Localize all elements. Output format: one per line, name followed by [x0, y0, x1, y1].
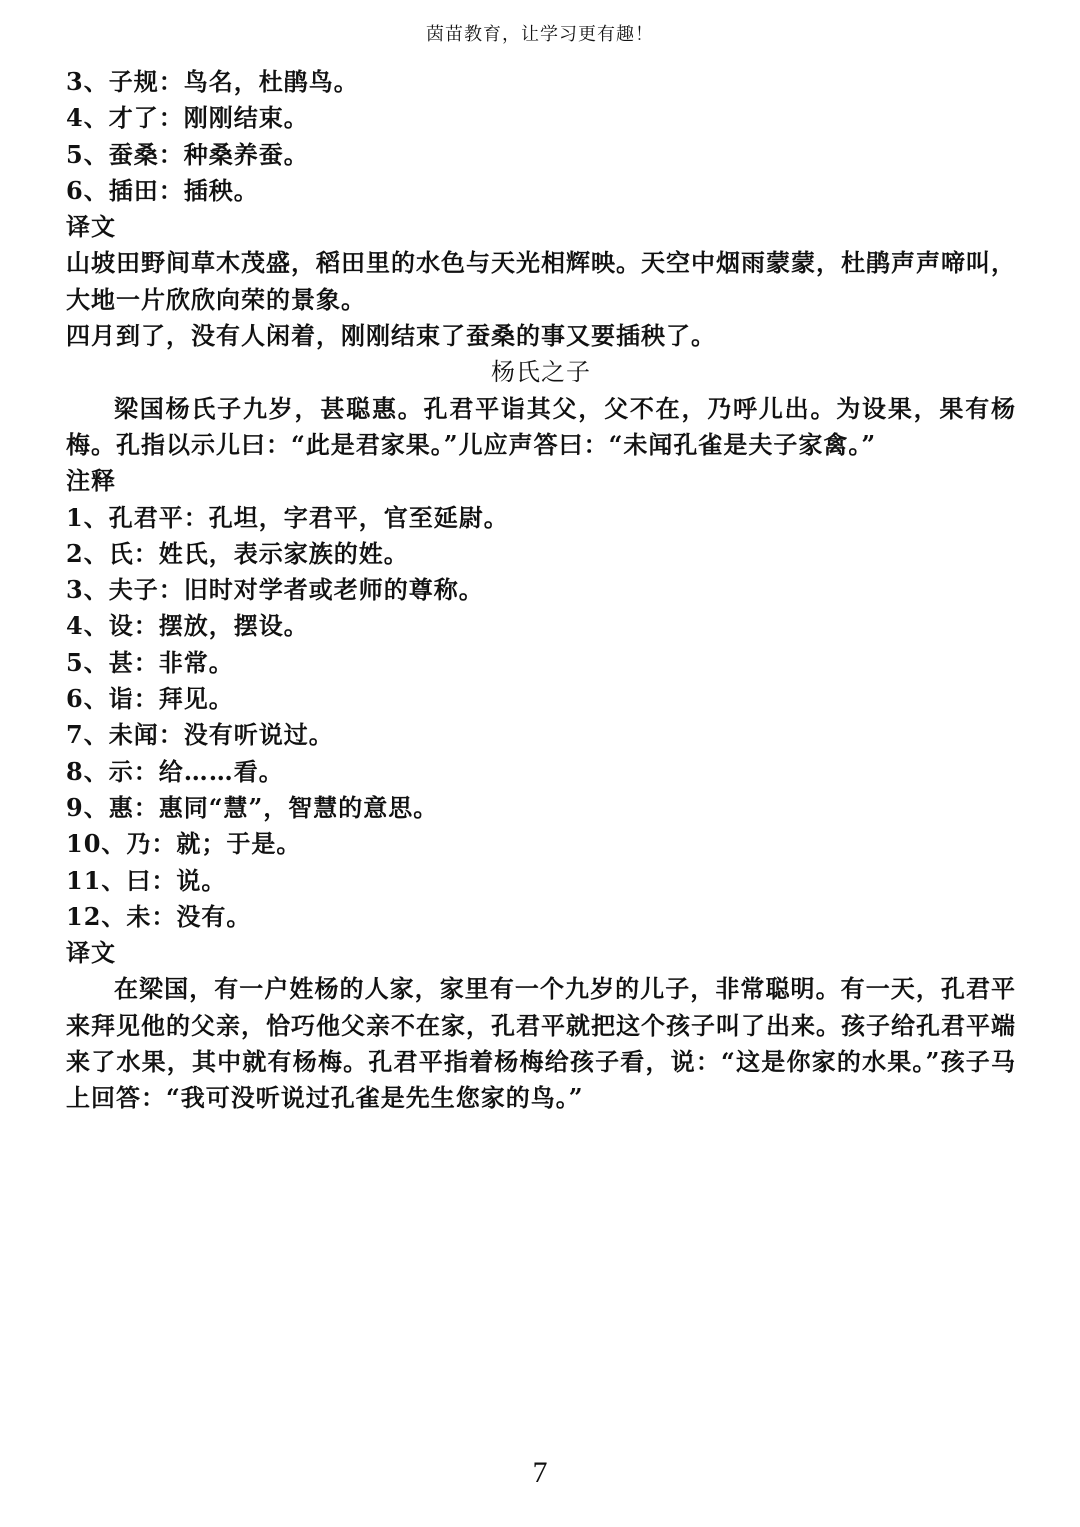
story-note: 7、未闻：没有听说过。: [66, 720, 334, 750]
story-note: 2、氏：姓氏，表示家族的姓。: [66, 538, 409, 568]
story-title: 杨氏之子: [491, 358, 591, 387]
story-note: 4、设：摆放，摆设。: [66, 611, 309, 641]
poem-note: 4、才了：刚刚结束。: [66, 103, 309, 133]
story-note: 5、甚：非常。: [66, 647, 234, 677]
story-note: 9、惠：惠同“慧”，智慧的意思。: [66, 792, 439, 822]
story-note: 11、曰：说。: [66, 865, 227, 895]
story-notes-heading: 注释: [66, 466, 116, 496]
story-note: 10、乃：就；于是。: [66, 829, 302, 859]
story-note: 12、未：没有。: [66, 901, 252, 931]
poem-note: 5、蚕桑：种桑养蚕。: [66, 139, 309, 169]
document-body: [66, 64, 1016, 1117]
poem-note: 6、插田：插秧。: [66, 175, 259, 205]
story-note: 8、示：给……看。: [66, 756, 284, 786]
story-note: 6、诣：拜见。: [66, 684, 234, 714]
page-number: 7: [532, 1456, 548, 1489]
story-translation: 在梁国，有一户姓杨的人家，家里有一个九岁的儿子，非常聪明。有一天，孔君平来拜见他的父亲，恰巧他父亲不在家，孔君平就把这个孩子叫了出来。孩子给孔君平端来了水果，其中就有杨梅。孔君平指着杨梅给孩子看，说：“这是你家的水果。”孩子马上回答：“我可没听说过孔雀是先生您家的鸟。”: [66, 974, 1016, 1113]
story-note: 1、孔君平：孔坦，字君平，官至延尉。: [66, 502, 509, 532]
page-header: 茵苗教育，让学习更有趣！: [426, 24, 654, 45]
story-note: 3、夫子：旧时对学者或老师的尊称。: [66, 575, 484, 605]
poem-translation-paragraph: 四月到了，没有人闲着，刚刚结束了蚕桑的事又要插秧了。: [66, 321, 716, 351]
story-translation-heading: 译文: [66, 938, 116, 968]
poem-note: 3、子规：鸟名，杜鹃鸟。: [66, 67, 359, 96]
poem-translation-heading: 译文: [66, 212, 116, 242]
story-text: 梁国杨氏子九岁，甚聪惠。孔君平诣其父，父不在，乃呼儿出。为设果，果有杨梅。孔指以示儿曰：“此是君家果。”儿应声答曰：“未闻孔雀是夫子家禽。”: [66, 393, 1016, 459]
poem-translation-paragraph: 山坡田野间草木茂盛，稻田里的水色与天光相辉映。天空中烟雨蒙蒙，杜鹃声声啼叫，大地一片欣欣向荣的景象。: [66, 248, 1016, 314]
